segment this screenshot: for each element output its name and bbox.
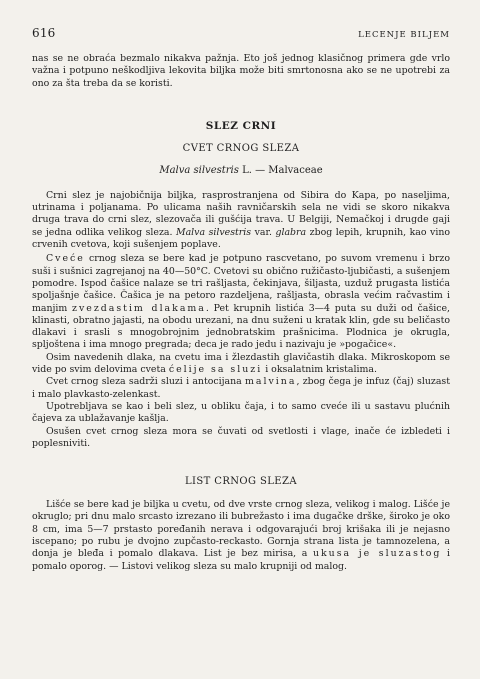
page-number: 616 bbox=[32, 26, 56, 40]
latin-name: Malva silvestris bbox=[159, 164, 239, 176]
paragraph-leaf: Lišće se bere kad je biljka u cvetu, od dve vrste crnog sleza, velikog i malog. Lišće je okruglo; pri dnu malo srcasto izrezano ili bubrežasto i ima dugačke drške, široko je oko 8 cm, ima 5—7 prstasto poređanih nerava i odgovarajući broj krišaka ili je nejasno iscepano; po rubu je dvojno zupčasto-reckasto. Gornja strana lista je tamnozelena, a donja je bleđa i pomalo dlakava. List je bez mirisa, a ukusa je sluzastog i pomalo oporog. — Listovi velikog sleza su malo krupniji od malog. bbox=[32, 499, 450, 572]
paragraph-storage: Osušen cvet crnog sleza mora se čuvati od svetlosti i vlage, inače će izbledeti i poplesniviti. bbox=[32, 425, 450, 449]
latin-name-line bbox=[32, 165, 450, 176]
section-title: SLEZ CRNI bbox=[205, 119, 277, 132]
intro-paragraph: nas se ne obraća bezmalo nikakva pažnja. Eto još jednog klasičnog primera gde vrlo važna i potpuno neškodljiva lekovita biljka može biti smrtonosna ako se ne upotrebi za ono za šta treba da se koristi. bbox=[32, 53, 450, 89]
paragraph-flower: Cveće crnog sleza se bere kad je potpuno rascvetano, po suvom vremenu i brzo suši i sušnici zagrejanoj na 40—50°C. Cvetovi su obično ružičasto-ljubičasti, a sušenjem pomodre. Ispod čašice nalaze se tri rašljasta, čekinjava, šiljasta, uzduž prugasta listića spoljašnje čašice. Čašica je na petoro razdeljena, rašljasta, obrasla većim račvastim i manjim zvezdastim dlakama. Pet krupnih listića 3—4 puta su duži od čašice, klinasti, obratno jajasti, na obodu urezani, na dnu suženi u kratak klin, gde su beličasto dlakavi i srasli s mnogobrojnim jednobratskim prašnicima. Plodnica je okrugla, spljoštena i ima mnogo pregrada; deca je rado jedu i nazivaju je »pogačice«. bbox=[32, 253, 450, 351]
paragraph-usage: Upotrebljava se kao i beli slez, u obliku čaja, i to samo cveće ili u sastavu plućnih čajeva za ublažavanje kašlja. bbox=[32, 400, 450, 425]
section2-subtitle: LIST CRNOG SLEZA bbox=[185, 476, 297, 488]
page-header bbox=[32, 26, 450, 40]
paragraph-hairs: Osim navedenih dlaka, na cvetu ima i žlezdastih glavičastih dlaka. Mikroskopom se vide po svim delovima cveta ćelije sa sluzi i oksalatnim kristalima. bbox=[32, 351, 450, 376]
paragraph-distribution: Crni slez je najobičnija biljka, rasprostranjena od Sibira do Kapa, po naseljima, utrinama i poljanama. Po ulicama naših ravničarskih sela ne vidi se skoro nikakva druga trava do crni slez, slezovača ili gušćija trava. U Belgiji, Nemačkoj i drugde gaji se jedna odlika velikog sleza. Malva silvestris var. glabra zbog lepih, krupnih, kao vino crvenih cvetova, koji sušenjem poplave. bbox=[32, 189, 451, 251]
section-subtitle: CVET CRNOG SLEZA bbox=[182, 142, 300, 154]
paragraph-contents: Cvet crnog sleza sadrži sluzi i antocijana malvina, zbog čega je infuz (čaj) sluzast i malo plavkasto-zelenkast. bbox=[32, 376, 450, 400]
latin-family: L. — Malvaceae bbox=[238, 164, 323, 176]
running-head: LECENJE BILJEM bbox=[358, 30, 450, 40]
